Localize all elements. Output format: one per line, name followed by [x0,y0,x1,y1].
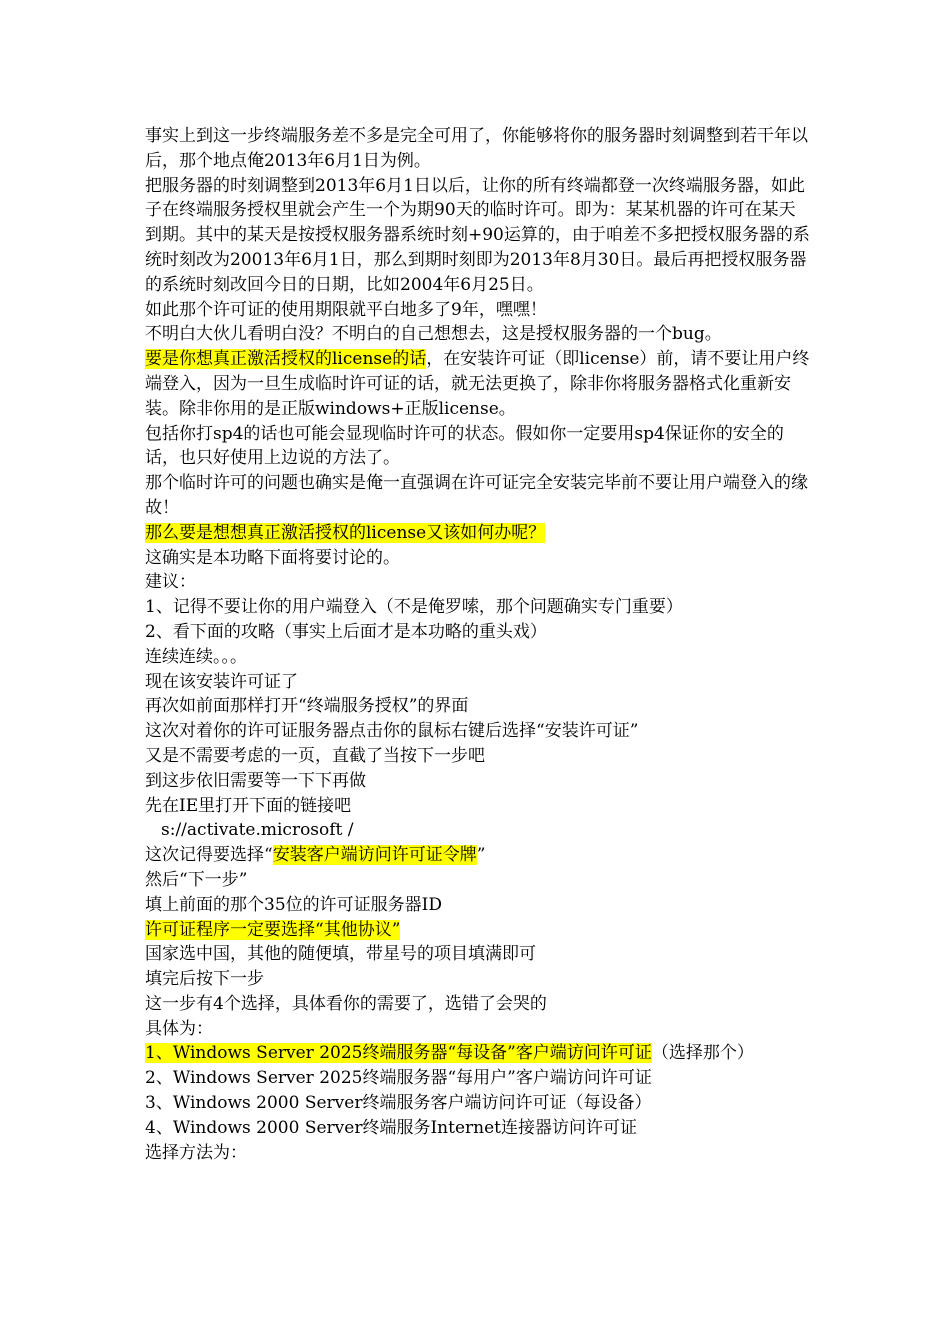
paragraph [145,174,810,298]
paragraph-text: 不明白大伙儿看明白没？不明白的自己想想去，这是授权服务器的一个bug。 [145,324,722,345]
paragraph-text: 3、Windows 2000 Server终端服务客户端访问许可证（每设备） [145,1093,652,1114]
paragraph [145,124,810,174]
paragraph [145,546,810,571]
paragraph-text: 4、Windows 2000 Server终端服务Internet连接器访问许可证 [145,1117,637,1138]
paragraph [145,694,810,719]
paragraph [145,1017,810,1042]
paragraph [145,744,810,769]
paragraph-text: 2、看下面的攻略（事实上后面才是本功略的重头戏） [145,621,547,642]
highlighted-text: 许可证程序一定要选择“其他协议” [145,919,401,940]
paragraph [145,645,810,670]
paragraph [145,992,810,1017]
paragraph-text: 把服务器的时刻调整到2013年6月1日以后，让你的所有终端都登一次终端服务器，如此子在终端服务授权里就会产生一个为期90天的临时许可。即为：某某机器的许可在某天到期。其中的某天是按授权服务器系统时刻+90运算的，由于咱差不多把授权服务器的系统时刻改为20013年6月1日，那么到期时刻即为2013年8月30日。最后再把授权服务器的系统时刻改回今日的日期，比如2004年6月25日。 [145,175,810,295]
paragraph [145,347,810,421]
paragraph-text: 先在IE里打开下面的链接吧 [145,795,352,816]
paragraph [145,818,810,843]
paragraph-text: s://activate.microsoft / [161,820,354,841]
paragraph-text: 这确实是本功略下面将要讨论的。 [145,547,400,568]
paragraph [145,918,810,943]
paragraph-text: 这次对着你的许可证服务器点击你的鼠标右键后选择“安装许可证” [145,721,639,742]
paragraph [145,843,810,868]
paragraph [145,322,810,347]
paragraph [145,595,810,620]
paragraph-text: ，在安装许可证（即license）前，请不要让用户终端登入，因为一旦生成临时许可证的话，就无法更换了，除非你将服务器格式化重新安装。除非你用的是正版windows+正版license。 [145,349,810,419]
highlighted-text: 要是你想真正激活授权的license的话 [145,349,427,370]
paragraph-text: ” [476,845,486,866]
paragraph [145,1066,810,1091]
paragraph-text: （选择那个） [651,1043,754,1064]
paragraph-text: 现在该安装许可证了 [145,671,298,692]
paragraph-text: 2、Windows Server 2025终端服务器“每用户”客户端访问许可证 [145,1068,652,1089]
highlighted-text: 1、Windows Server 2025终端服务器“每设备”客户端访问许可证 [145,1043,652,1064]
paragraph [145,942,810,967]
paragraph [145,1116,810,1141]
paragraph [145,298,810,323]
paragraph-text: 1、记得不要让你的用户端登入（不是俺罗嗦，那个问题确实专门重要） [145,597,683,618]
document-body [145,124,810,1165]
paragraph [145,769,810,794]
paragraph [145,521,810,546]
paragraph-text: 这一步有4个选择，具体看你的需要了，选错了会哭的 [145,993,547,1014]
paragraph-text: 这次记得要选择“ [145,845,273,866]
paragraph-text: 又是不需要考虑的一页，直截了当按下一步吧 [145,745,485,766]
paragraph-text: 国家选中国，其他的随便填，带星号的项目填满即可 [145,944,536,965]
paragraph-text: 填完后按下一步 [145,969,264,990]
paragraph [145,868,810,893]
paragraph [145,670,810,695]
paragraph [145,471,810,521]
paragraph-text: 到这步依旧需要等一下下再做 [145,770,366,791]
paragraph [145,719,810,744]
paragraph-text: 包括你打sp4的话也可能会显现临时许可的状态。假如你一定要用sp4保证你的安全的话，也只好使用上边说的方法了。 [145,423,784,469]
paragraph [145,1141,810,1166]
paragraph [145,967,810,992]
highlighted-text: 安装客户端访问许可证令牌 [272,845,477,866]
paragraph [145,570,810,595]
paragraph-text: 然后“下一步” [145,869,248,890]
paragraph-text: 填上前面的那个35位的许可证服务器ID [145,894,442,915]
paragraph [145,893,810,918]
paragraph-text: 如此那个许可证的使用期限就平白地多了9年，嘿嘿！ [145,299,547,320]
paragraph-text: 连续连续。。。 [145,646,247,667]
paragraph-text: 建议： [145,572,196,593]
paragraph [145,620,810,645]
paragraph [145,422,810,472]
paragraph-text: 事实上到这一步终端服务差不多是完全可用了，你能够将你的服务器时刻调整到若干年以后，那个地点俺2013年6月1日为例。 [145,126,808,171]
paragraph-text: 具体为： [145,1018,213,1039]
paragraph [145,1041,810,1066]
paragraph [145,1091,810,1116]
highlighted-text: 那么要是想想真正激活授权的license又该如何办呢？ [145,522,546,543]
paragraph [145,794,810,819]
paragraph-text: 选择方法为： [145,1142,247,1163]
paragraph-text: 那个临时许可的问题也确实是俺一直强调在许可证完全安装完毕前不要让用户端登入的缘故！ [145,473,808,518]
paragraph-text: 再次如前面那样打开“终端服务授权”的界面 [145,696,469,717]
